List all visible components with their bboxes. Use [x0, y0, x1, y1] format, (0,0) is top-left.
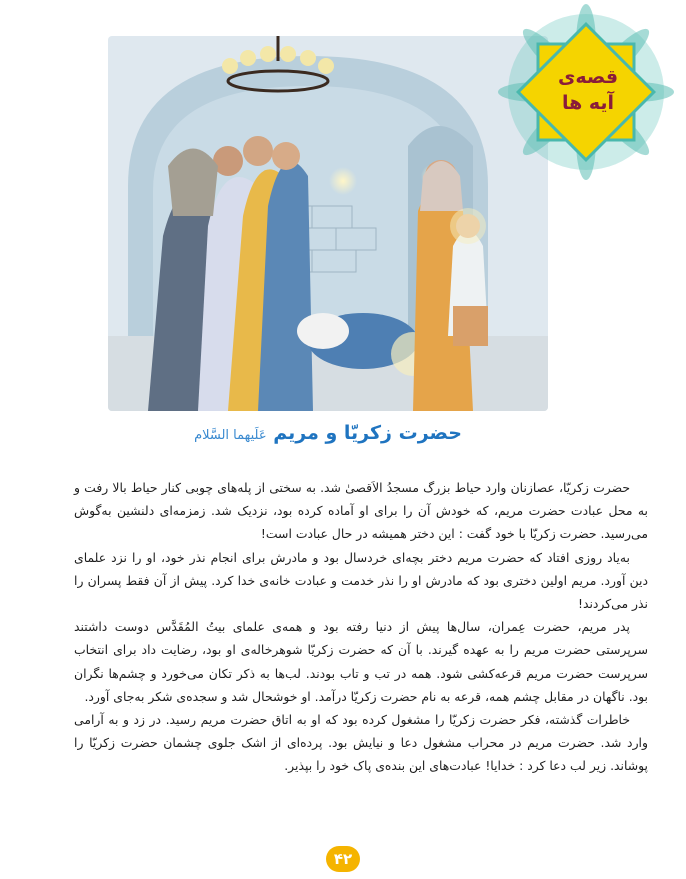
paragraph-4: خاطرات گذشته، فکر حضرت زکریّا را مشغول کرده بود که او به اتاق حضرت مریم رسید. در زد و به آرامی وارد شد. حضرت مریم در محراب مشغول دعا و نیایش بود. پرده‌ای از اشک جلوی چشمان حضرت زکریّا را پوشاند. زیر لب دعا کرد : خدایا! عبادت‌های این بنده‌ی پاک خود را بپذیر.	[74, 712, 648, 774]
badge-line-2: آیه ها	[561, 92, 615, 114]
story-badge	[512, 64, 664, 116]
title-main: حضرت زکریّا و مریم	[273, 422, 462, 444]
paragraph-1: حضرت زکریّا، عصازنان وارد حیاط بزرگ مسجدُ الاَقصیٰ شد. به سختی از پله‌های چوبی کنار حیاط بالا رفت و به محل عبادت حضرت مریم، که خودش آن را برای او آماده کرده بود، نزدیک شد. زمزمه‌ای دلنشین به‌گوش می‌رسید. حضرت زکریّا با خود گفت : این دختر همیشه در حال عبادت است!	[74, 480, 648, 542]
title-honorific: عَلَیهما السَّلام	[194, 428, 267, 443]
page-number: ۴۲	[326, 846, 360, 872]
story-title	[108, 422, 548, 444]
paragraph-2: به‌یاد روزی افتاد که حضرت مریم دختر بچه‌ای خردسال بود و مادرش برای انجام نذر خود، او را نزد علمای دین آورد. مریم اولین دختری بود که مادرش او را نذر خدمت و عبادت خانه‌ی خدا کرد. پیش از آن فقط پسران را نذر می‌کردند!	[74, 549, 648, 612]
paragraph-3: پدر مریم، حضرت عِمران، سال‌ها پیش از دنیا رفته بود و همه‌ی علمای بیتُ المُقَدَّس دوست داشتند سرپرستی حضرت مریم را به عهده گیرند. با آن که حضرت زکریّا شوهرخاله‌ی او بود، رضایت داد برای انتخاب سرپرست حضرت مریم قرعه‌کشی شود. همه در تب و تاب بودند. لب‌ها به ذکر تکان می‌خورد و چشم‌ها نگران بود. ناگهان در مقابل چشم همه، قرعه به نام حضرت زکریّا درآمد. او خوشحال شد و سجده‌ی شکر به‌جای آورد.	[74, 619, 648, 704]
story-body	[74, 476, 648, 778]
badge-line-1: قصه‌ی	[557, 66, 619, 88]
story-illustration	[108, 36, 548, 411]
